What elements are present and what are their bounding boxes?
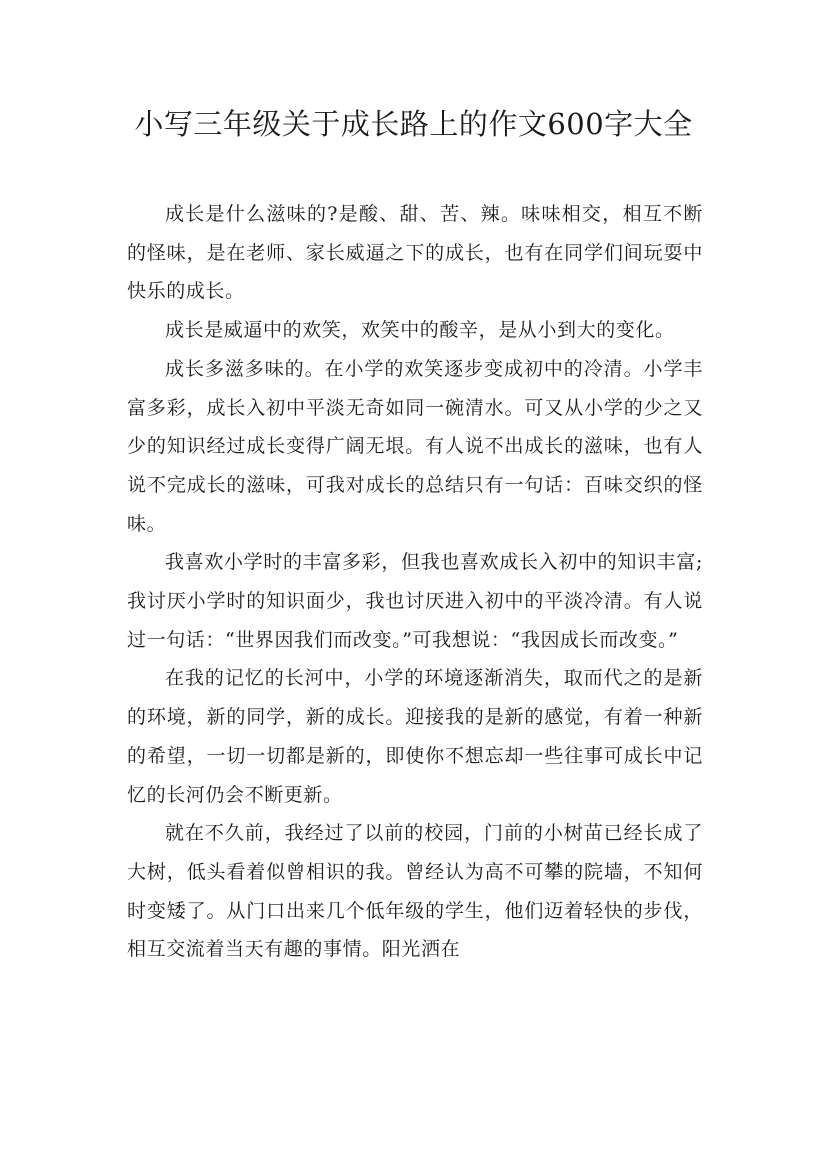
paragraph: 就在不久前，我经过了以前的校园，门前的小树苗已经长成了大树，低头看着似曾相识的我。曾经认为高不可攀的院墙，不知何时变矮了。从门口出来几个低年级的学生，他们迈着轻快的步伐，相互交流着当天有趣的事情。阳光洒在: [127, 822, 703, 961]
paragraph: 成长是威逼中的欢笑，欢笑中的酸辛，是从小到大的变化。: [165, 319, 675, 342]
paragraph: 在我的记忆的长河中，小学的环境逐渐消失，取而代之的是新的环境，新的同学，新的成长。迎接我的是新的感觉，有着一种新的希望，一切一切都是新的，即使你不想忘却一些往事可成长中记忆的长河仍会不断更新。: [127, 667, 703, 806]
document-title: 小写三年级关于成长路上的作文600字大全: [134, 107, 693, 141]
paragraph: 成长是什么滋味的?是酸、甜、苦、辣。味味相交，相互不断的怪味，是在老师、家长威逼之下的成长，也有在同学们间玩耍中快乐的成长。: [127, 203, 703, 303]
paragraph: 成长多滋多味的。在小学的欢笑逐步变成初中的冷清。小学丰富多彩，成长入初中平淡无奇如同一碗清水。可又从小学的少之又少的知识经过成长变得广阔无垠。有人说不出成长的滋味，也有人说不完成长的滋味，可我对成长的总结只有一句话：百味交织的怪味。: [127, 357, 703, 535]
paragraph: 我喜欢小学时的丰富多彩，但我也喜欢成长入初中的知识丰富;我讨厌小学时的知识面少，我也讨厌进入初中的平淡冷清。有人说过一句话：“世界因我们而改变。”可我想说：“我因成长而改变。”: [127, 551, 703, 651]
document-body: [127, 195, 703, 969]
